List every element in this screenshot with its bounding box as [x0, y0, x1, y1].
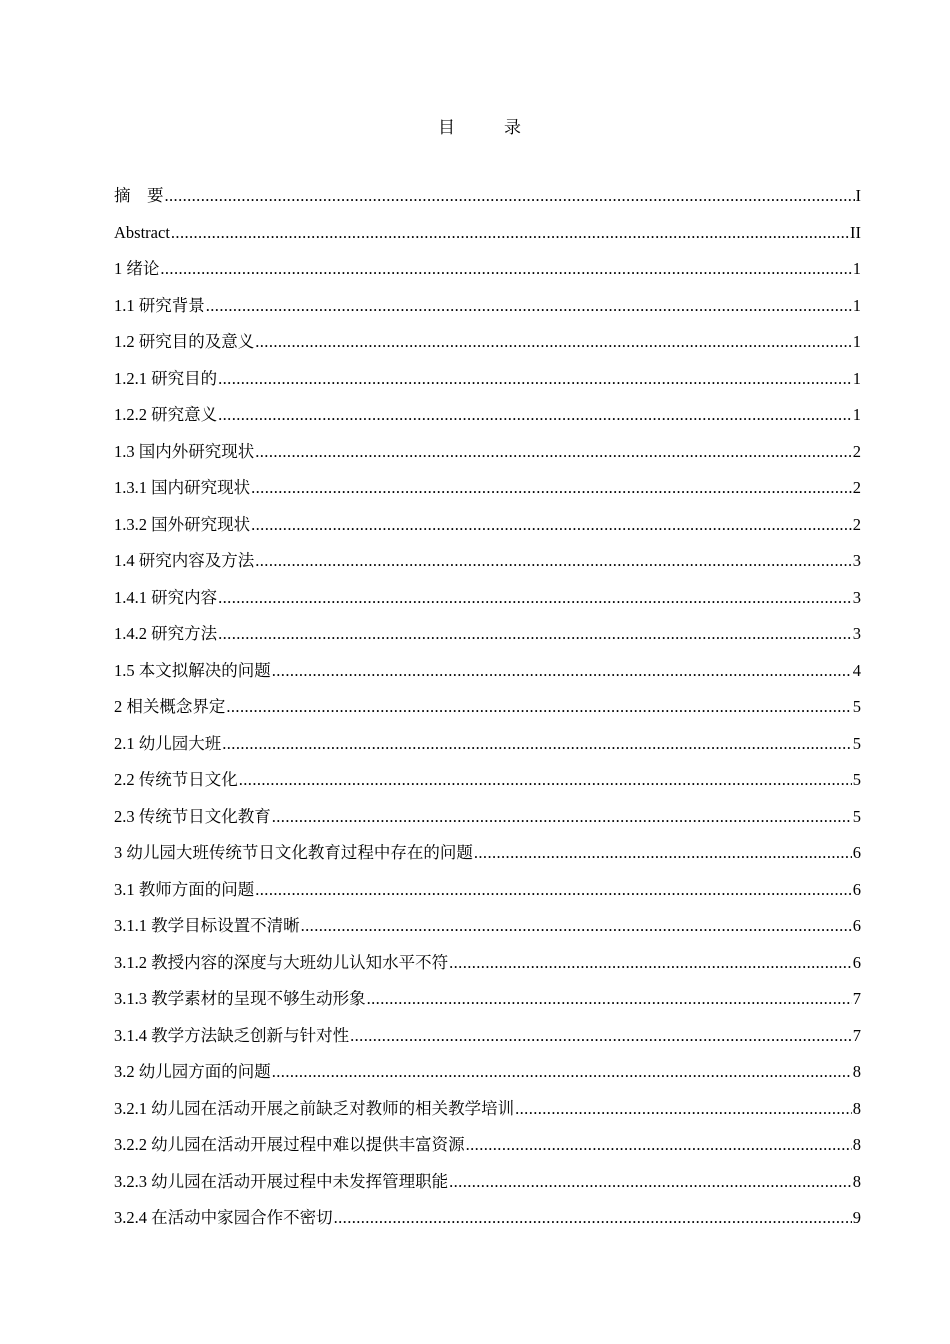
- toc-entry[interactable]: [114, 768, 861, 805]
- toc-dot-leader: [251, 513, 852, 537]
- toc-entry[interactable]: [114, 841, 861, 878]
- toc-dot-leader: [160, 257, 851, 281]
- toc-entry-page-number: 6: [852, 916, 861, 935]
- toc-dot-leader: [251, 476, 852, 500]
- toc-dot-leader: [255, 330, 852, 354]
- toc-dot-leader: [334, 1206, 852, 1230]
- toc-dot-leader: [474, 841, 852, 865]
- toc-entry-page-number: 5: [852, 733, 861, 753]
- toc-title: 目 录: [438, 118, 537, 137]
- toc-entry-page-number: 7: [852, 1025, 861, 1045]
- toc-dot-leader: [226, 695, 851, 719]
- toc-entry[interactable]: [114, 403, 861, 440]
- toc-dot-leader: [449, 951, 852, 975]
- toc-entry[interactable]: [114, 330, 861, 367]
- toc-dot-leader: [255, 549, 852, 573]
- toc-entry[interactable]: [114, 1024, 861, 1061]
- toc-entry-page-number: 3: [852, 587, 861, 607]
- toc-entry[interactable]: [114, 1170, 861, 1207]
- toc-entry-page-number: 7: [852, 989, 861, 1008]
- toc-entry-label: 2.3 传统节日文化教育: [114, 806, 271, 826]
- toc-entry[interactable]: [114, 221, 861, 258]
- toc-entry-page-number: 3: [852, 551, 861, 570]
- toc-entry-label: 2 相关概念界定: [114, 697, 226, 716]
- toc-entry[interactable]: [114, 622, 861, 659]
- toc-entry-page-number: 1: [852, 295, 861, 315]
- toc-dot-leader: [301, 914, 852, 938]
- toc-dot-leader: [206, 294, 852, 318]
- toc-entry-page-number: 2: [852, 514, 861, 534]
- toc-entry-page-number: 5: [852, 770, 861, 789]
- toc-entry-page-number: 1: [852, 368, 861, 388]
- toc-entry-page-number: 8: [852, 1135, 861, 1154]
- toc-entry-page-number: 8: [852, 1171, 861, 1191]
- toc-entry-label: 2.2 传统节日文化: [114, 770, 238, 789]
- toc-entry-label: 3.2.1 幼儿园在活动开展之前缺乏对教师的相关教学培训: [114, 1098, 515, 1118]
- toc-entry[interactable]: [114, 914, 861, 951]
- toc-entry[interactable]: [114, 257, 861, 294]
- toc-entry-label: 1.1 研究背景: [114, 295, 205, 315]
- toc-entry-label: 3.1.3 教学素材的呈现不够生动形象: [114, 989, 366, 1008]
- toc-dot-leader: [222, 732, 852, 756]
- toc-dot-leader: [272, 659, 852, 683]
- toc-entry[interactable]: [114, 1097, 861, 1134]
- toc-entry-page-number: 4: [852, 660, 861, 680]
- toc-dot-leader: [171, 221, 849, 245]
- toc-entry-label: 3.2.4 在活动中家园合作不密切: [114, 1208, 333, 1227]
- toc-entry-label: 1.4.1 研究内容: [114, 587, 218, 607]
- toc-entry[interactable]: [114, 695, 861, 732]
- toc-entry[interactable]: [114, 476, 861, 513]
- toc-dot-leader: [515, 1097, 852, 1121]
- toc-dot-leader: [165, 184, 855, 208]
- toc-dot-leader: [350, 1024, 852, 1048]
- toc-entry-page-number: 2: [852, 478, 861, 497]
- toc-entry[interactable]: [114, 1133, 861, 1170]
- toc-entry-page-number: 5: [852, 806, 861, 826]
- toc-entry-label: 1.4.2 研究方法: [114, 624, 218, 643]
- toc-entry-label: 1.3 国内外研究现状: [114, 441, 255, 461]
- toc-entry-page-number: 1: [852, 405, 861, 424]
- toc-entry[interactable]: [114, 805, 861, 842]
- toc-entry[interactable]: [114, 951, 861, 988]
- toc-entry-page-number: 6: [852, 843, 861, 862]
- toc-entry-label: 3.1.1 教学目标设置不清晰: [114, 916, 300, 935]
- toc-dot-leader: [218, 586, 852, 610]
- toc-entry[interactable]: [114, 549, 861, 586]
- toc-entry[interactable]: [114, 1206, 861, 1243]
- toc-entry-label: 3.2.2 幼儿园在活动开展过程中难以提供丰富资源: [114, 1135, 465, 1154]
- toc-entry[interactable]: [114, 440, 861, 477]
- toc-entry[interactable]: [114, 513, 861, 550]
- toc-entry-label: 1 绪论: [114, 259, 160, 278]
- toc-entry-page-number: I: [855, 186, 861, 205]
- toc-entry-page-number: 2: [852, 441, 861, 461]
- toc-entry-label: 1.3.1 国内研究现状: [114, 478, 251, 497]
- toc-entry-label: 3.2.3 幼儿园在活动开展过程中未发挥管理职能: [114, 1171, 449, 1191]
- toc-entry-page-number: 1: [852, 332, 861, 351]
- toc-entry-label: 摘 要: [114, 186, 164, 205]
- toc-dot-leader: [255, 440, 852, 464]
- toc-entry[interactable]: [114, 1060, 861, 1097]
- toc-entry-label: Abstract: [114, 222, 170, 242]
- toc-entry[interactable]: [114, 367, 861, 404]
- toc-entry-page-number: 8: [852, 1062, 861, 1081]
- toc-entry[interactable]: [114, 294, 861, 331]
- toc-entry[interactable]: [114, 987, 861, 1024]
- toc-entry-label: 3.1.2 教授内容的深度与大班幼儿认知水平不符: [114, 952, 449, 972]
- toc-entry[interactable]: [114, 878, 861, 915]
- toc-dot-leader: [272, 1060, 852, 1084]
- toc-dot-leader: [239, 768, 852, 792]
- toc-entry-page-number: 6: [852, 879, 861, 899]
- toc-entry-page-number: II: [850, 222, 861, 242]
- toc-entry-page-number: 8: [852, 1098, 861, 1118]
- toc-entry-page-number: 6: [852, 952, 861, 972]
- toc-entry-label: 2.1 幼儿园大班: [114, 733, 222, 753]
- toc-entry-label: 3.2 幼儿园方面的问题: [114, 1062, 271, 1081]
- toc-entry-page-number: 1: [852, 259, 861, 278]
- toc-entry-label: 1.2 研究目的及意义: [114, 332, 255, 351]
- toc-entry-page-number: 3: [852, 624, 861, 643]
- toc-entry-label: 3.1.4 教学方法缺乏创新与针对性: [114, 1025, 350, 1045]
- toc-entry-label: 3.1 教师方面的问题: [114, 879, 255, 899]
- toc-entry-label: 3 幼儿园大班传统节日文化教育过程中存在的问题: [114, 843, 473, 862]
- toc-entry-label: 1.2.1 研究目的: [114, 368, 218, 388]
- toc-entry[interactable]: [114, 184, 861, 221]
- toc-entry[interactable]: [114, 732, 861, 769]
- toc-entry-label: 1.3.2 国外研究现状: [114, 514, 251, 534]
- toc-dot-leader: [218, 403, 852, 427]
- toc-entry[interactable]: [114, 586, 861, 623]
- toc-entry-label: 1.4 研究内容及方法: [114, 551, 255, 570]
- toc-entry-label: 1.2.2 研究意义: [114, 405, 218, 424]
- toc-entry-page-number: 9: [852, 1208, 861, 1227]
- toc-entry[interactable]: [114, 659, 861, 696]
- toc-dot-leader: [367, 987, 852, 1011]
- toc-dot-leader: [272, 805, 852, 829]
- toc-entry-label: 1.5 本文拟解决的问题: [114, 660, 271, 680]
- toc-list: [114, 184, 861, 1243]
- toc-dot-leader: [466, 1133, 852, 1157]
- toc-dot-leader: [449, 1170, 852, 1194]
- toc-dot-leader: [218, 622, 852, 646]
- toc-dot-leader: [218, 367, 852, 391]
- toc-entry-page-number: 5: [852, 697, 861, 716]
- toc-dot-leader: [255, 878, 852, 902]
